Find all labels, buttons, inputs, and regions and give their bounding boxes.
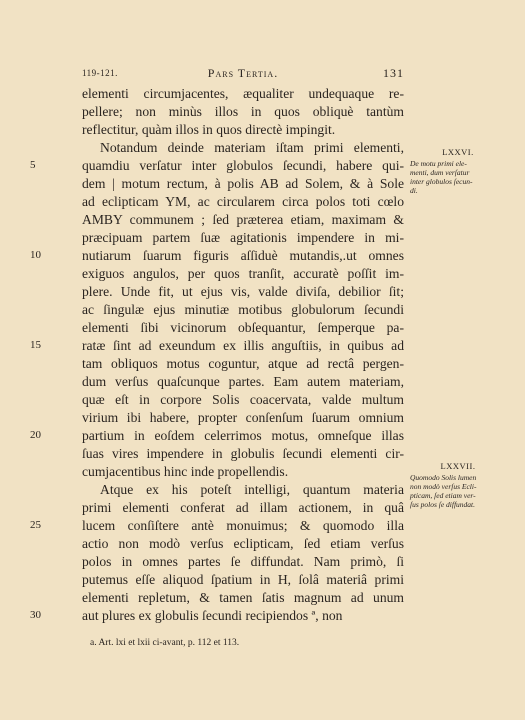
- text-line: elementi repletum, & tamen ſatis magnum ad unum: [82, 590, 404, 605]
- header-article-range: 119-121.: [82, 68, 118, 78]
- text-line: Atque ex his poteſt intelligi, quantum materia: [100, 482, 404, 497]
- text-line: elementi circumjacentes, æqualiter undequaque re-: [82, 86, 404, 101]
- line-number: 30: [30, 609, 41, 621]
- text-line: ac ſingulæ ejus minutiæ motibus globulorum ſecundi: [82, 302, 404, 317]
- header-section-title: Pars Tertia.: [207, 66, 279, 80]
- text-line: cumjacentibus hinc inde propellendis.: [82, 464, 289, 479]
- marginal-note-76: [410, 148, 506, 195]
- text-line: ſuas vires impendere in globulis ſecundi elementi cir-: [82, 446, 404, 461]
- text-line: putemus eſſe aliquod ſpatium in H, ſolâ materiâ primi: [82, 572, 404, 587]
- note-number: LXXVI.: [442, 147, 474, 157]
- text-line: partium in eoſdem celerrimos motus, omneſque illas: [82, 428, 404, 443]
- text-line: dum verſus quaſcunque partes. Eam autem materiam,: [82, 374, 404, 389]
- text-line: aut plures ex globulis ſecundi recipiendos ª, non: [82, 608, 343, 623]
- text-line: elementi ſibi vicinorum obſequantur, ſemperque pa-: [82, 320, 404, 335]
- text-line: præcipuam partem ſuæ agitationis impendere in mi-: [82, 230, 404, 245]
- text-line: primi elementi conferat ad illam actionem, in quâ: [82, 500, 404, 515]
- marginal-note-77: [410, 462, 506, 509]
- note-line: De motu primi ele-: [410, 159, 467, 168]
- text-line: AMBY communem ; ſed præterea etiam, maximam &: [82, 212, 404, 227]
- text-line: quamdiu verſatur inter globulos ſecundi, habere qui-: [82, 158, 404, 173]
- line-number: 10: [30, 249, 41, 261]
- footnote: a. Art. lxi et lxii ci-avant, p. 112 et 113.: [90, 638, 240, 648]
- running-header: [82, 66, 404, 82]
- note-number: LXXVII.: [440, 461, 476, 471]
- text-line: actio non modò verſus eclipticam, ſed etiam verſus: [82, 536, 404, 551]
- text-line: dem | motum rectum, à polis AB ad Solem, & à Sole: [82, 176, 404, 191]
- note-line: pticam, ſed etiam ver-: [410, 491, 476, 500]
- text-line: tam obliquos motus coguntur, atque ad rectâ pergen-: [82, 356, 404, 371]
- note-line: non modò verſus Ecli-: [410, 482, 477, 491]
- note-line: Quomodo Solis lumen: [410, 473, 477, 482]
- text-line: polos in omnes partes ſe diffundat. Nam primò, ſi: [82, 554, 404, 569]
- text-line: virium ibi habere, propter conſenſum ſuarum omnium: [82, 410, 404, 425]
- line-number: 20: [30, 429, 41, 441]
- text-line: plere. Unde fit, ut ejus vis, valde diviſa, debilior ſit;: [82, 284, 404, 299]
- note-line: ſus polos ſe diffundat.: [410, 500, 476, 509]
- note-line: menti, dum verſatur: [410, 168, 470, 177]
- text-line: ratæ ſint ad exeundum ex illis anguſtiis, in quibus ad: [82, 338, 404, 353]
- text-line: quæ eſt in corpore Solis coacervata, valde multum: [82, 392, 404, 407]
- text-line: ad eclipticam YM, ac circularem circa polos toti cœlo: [82, 194, 404, 209]
- text-line: nutiarum ſuarum figuris aſſiduè mutandis,.ut omnes: [82, 248, 404, 263]
- page-number: 131: [383, 66, 404, 80]
- text-line: Notandum deinde materiam iſtam primi elementi,: [100, 140, 404, 155]
- main-text: [82, 85, 404, 625]
- text-line: pellere; non minùs illos in quos obliquè tantùm: [82, 104, 404, 119]
- text-line: exiguos angulos, per quos tranſit, accuratè poſſit im-: [82, 266, 404, 281]
- line-number: 15: [30, 339, 41, 351]
- line-number: 25: [30, 519, 41, 531]
- note-line: di.: [410, 186, 418, 195]
- line-number: 5: [30, 159, 36, 171]
- note-line: inter globulos ſecun-: [410, 177, 473, 186]
- text-line: lucem conſiſtere antè monuimus; & quomodo illa: [82, 518, 404, 533]
- text-line: reflectitur, quàm illos in quos directè impingit.: [82, 122, 336, 137]
